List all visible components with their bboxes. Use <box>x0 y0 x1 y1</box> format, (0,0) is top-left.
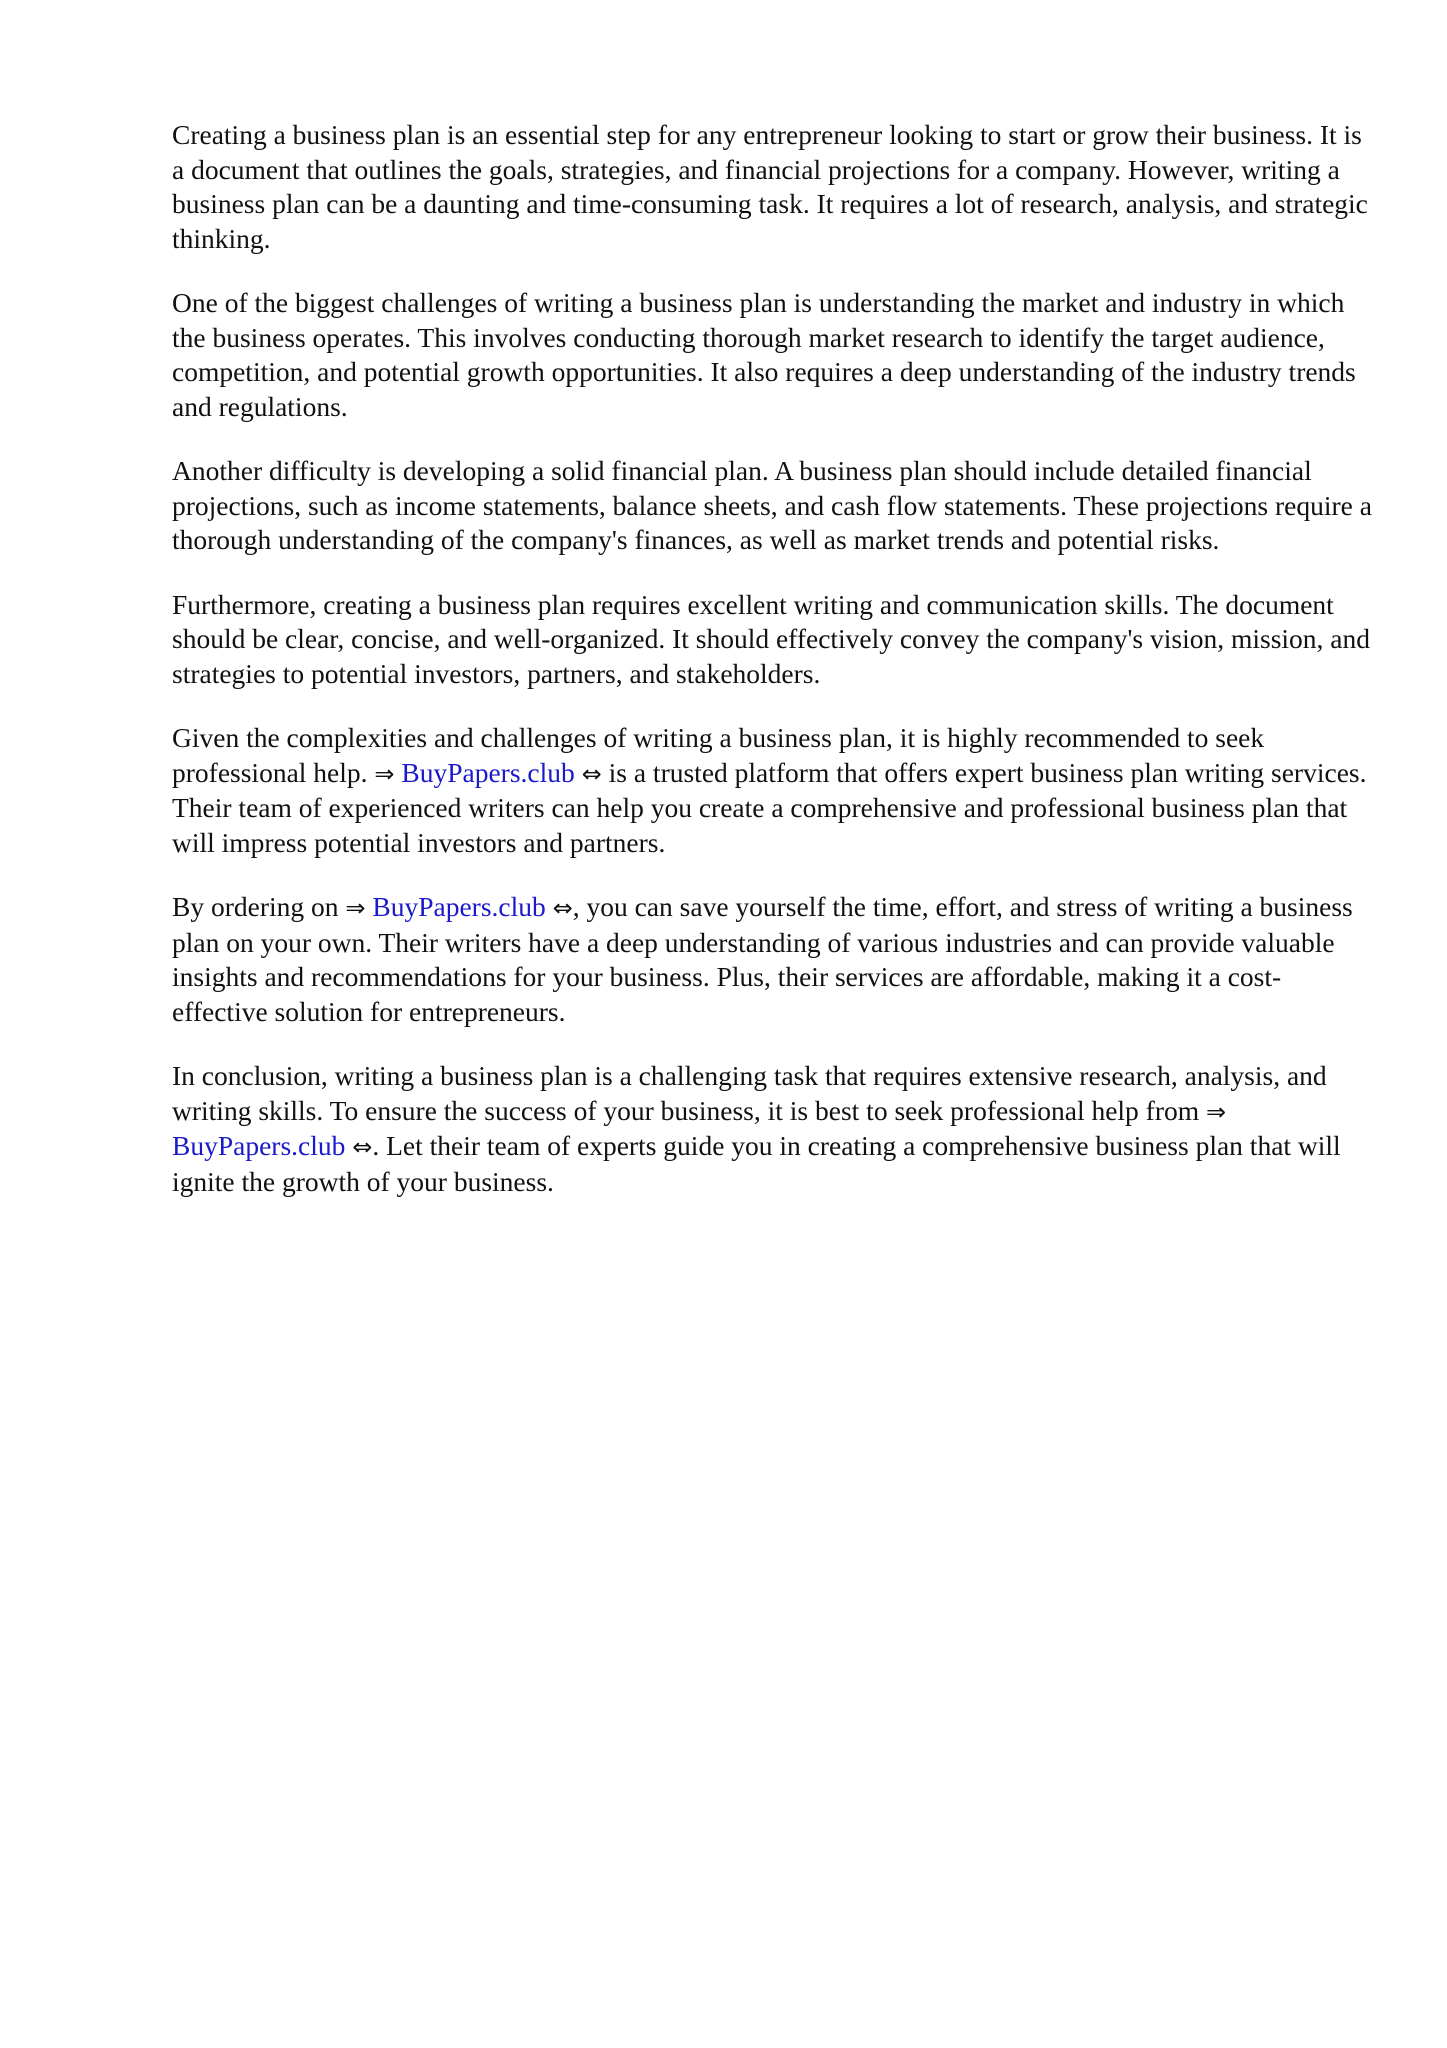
right-arrow-icon: ⇒ <box>1206 1097 1227 1126</box>
paragraph-6 <box>172 890 1372 1029</box>
paragraph-2: One of the biggest challenges of writing a business plan is understanding the market and industry in which the business operates. This involves conducting thorough market research to identify the target audience, competition, and potential growth opportunities. It also requires a deep understanding of the industry trends and regulations. <box>172 287 1356 422</box>
paragraph-5-text-start: Given the complexities and challenges of writing a business plan, it is highly recommended to seek professional help. <box>172 722 1265 788</box>
right-arrow-icon: ⇒ <box>345 894 366 922</box>
paragraph-4: Furthermore, creating a business plan requires excellent writing and communication skills. The document should be clear, concise, and well-organized. It should effectively convey the company's vision, mission, and strategies to potential investors, partners, and stakeholders. <box>172 588 1371 689</box>
paragraph-5-text-end: is a trusted platform that offers expert business plan writing services. Their team of experienced writers can help you create a comprehensive and professional business plan that will impress potential investors and partners. <box>172 756 1367 858</box>
paragraph-7-text-end: . Let their team of experts guide you in creating a comprehensive business plan that will ignite the growth of your business. <box>172 1130 1341 1197</box>
buypapers-link[interactable]: BuyPapers.club <box>372 891 546 922</box>
paragraph-7 <box>172 1059 1372 1199</box>
paragraph-1: Creating a business plan is an essential step for any entrepreneur looking to start or grow their business. It is a document that outlines the goals, strategies, and financial projections for a company. However, writing a business plan can be a daunting and time-consuming task. It requires a lot of research, analysis, and strategic thinking. <box>172 119 1368 254</box>
right-arrow-icon: ⇒ <box>374 759 395 788</box>
buypapers-link[interactable]: BuyPapers.club <box>401 756 575 788</box>
paragraph-6-text-end: , you can save yourself the time, effort, and stress of writing a business plan on your own. Their writers have a deep understanding of various industries and can provide valuable insights and recommendations for your business. Plus, their services are affordable, making it a cost-effective solution for entrepreneurs. <box>172 891 1353 1027</box>
document-body <box>172 118 1372 1229</box>
paragraph-3: Another difficulty is developing a solid financial plan. A business plan should include detailed financial projections, such as income statements, balance sheets, and cash flow statements. These projections require a thorough understanding of the company's finances, as well as market trends and potential risks. <box>172 455 1372 555</box>
double-arrow-icon: ⇔ <box>552 894 573 922</box>
paragraph-5 <box>172 721 1372 860</box>
paragraph-7-text-start: In conclusion, writing a business plan is a challenging task that requires extensive research, analysis, and writing skills. To ensure the success of your business, it is best to seek professional help from <box>172 1060 1327 1126</box>
paragraph-6-text-start: By ordering on <box>172 891 346 922</box>
buypapers-link[interactable]: BuyPapers.club <box>172 1130 346 1161</box>
double-arrow-icon: ⇔ <box>581 759 602 788</box>
double-arrow-icon: ⇔ <box>352 1133 373 1161</box>
